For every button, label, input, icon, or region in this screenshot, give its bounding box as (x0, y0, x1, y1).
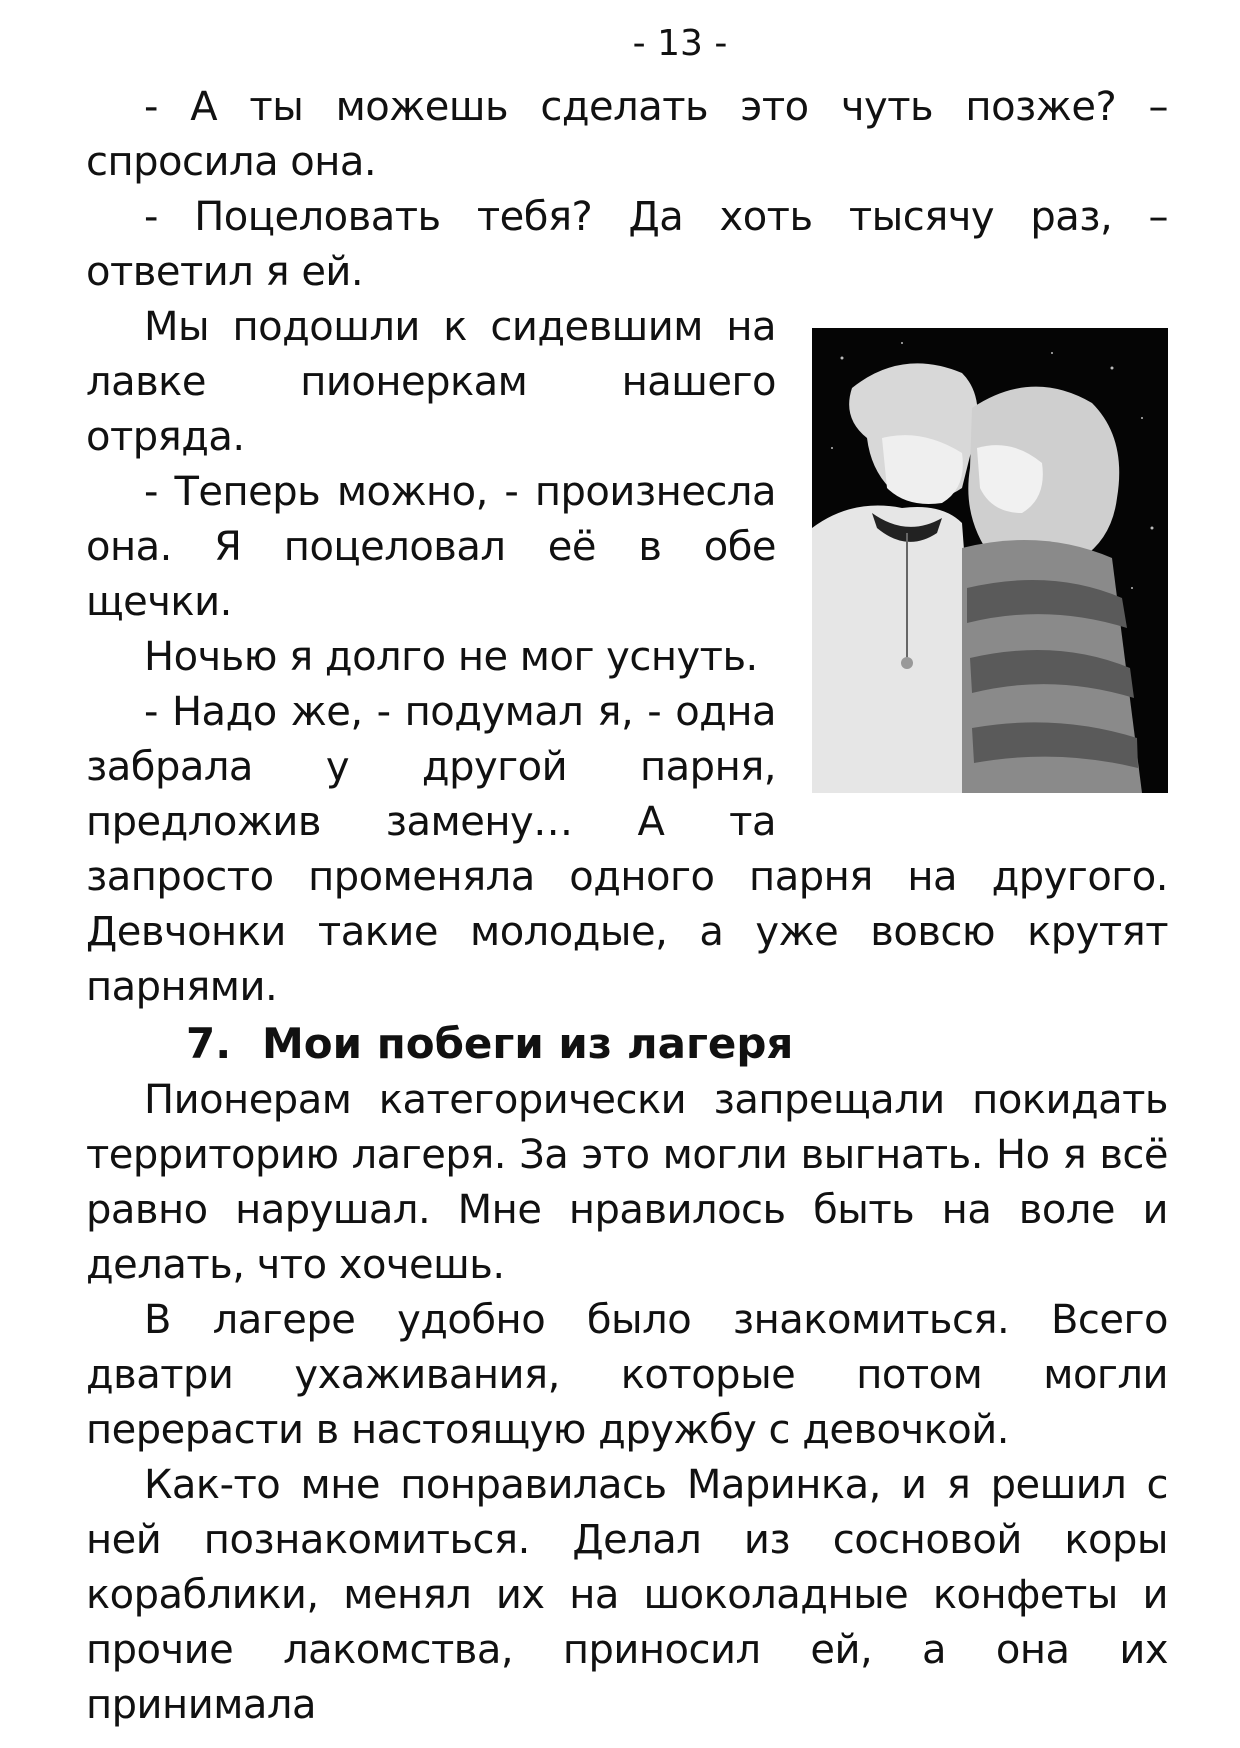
paragraph: В лагере удобно было знакомиться. Всего дватри ухаживания, которые потом могли перерасти в настоящую дружбу с девочкой. (86, 1297, 1168, 1453)
paragraph: - Теперь можно, - произнесла она. Я поцеловал её в обе щечки. (86, 469, 776, 625)
section-number: 7. (186, 1019, 232, 1068)
section-heading (86, 1015, 1168, 1073)
section-title: Мои побеги из лагеря (262, 1019, 794, 1068)
paragraph: Пионерам категорически запрещали покидать территорию лагеря. За это могли выгнать. Но я всё равно нарушал. Мне нравилось быть на воле и делать, что хочешь. (86, 1077, 1168, 1288)
page-body (86, 80, 1168, 1733)
page-number: - 13 - (632, 23, 728, 64)
paragraph: - Надо же, - подумал я, - одна забрала у другой парня, предложив замену… А та запросто променяла одного парня на другого. Девчонки такие молодые, а уже вовсю крутят парнями. (86, 689, 1168, 1010)
paragraph: Мы подошли к сидевшим на лавке пионеркам нашего отряда. (86, 304, 776, 460)
manga-couple-illustration (812, 328, 1168, 793)
paragraph: Как-то мне понравилась Маринка, и я решил с ней познакомиться. Делал из сосновой коры кораблики, менял их на шоколадные конфеты и прочие лакомства, приносил ей, а она их принимала (86, 1462, 1168, 1728)
paragraph: - А ты можешь сделать это чуть позже? – спросила она. (86, 84, 1168, 185)
paragraph: - Поцеловать тебя? Да хоть тысячу раз, – ответил я ей. (86, 194, 1168, 295)
paragraph: Ночью я долго не мог уснуть. (144, 634, 758, 680)
illustration-kiss (812, 328, 1168, 793)
